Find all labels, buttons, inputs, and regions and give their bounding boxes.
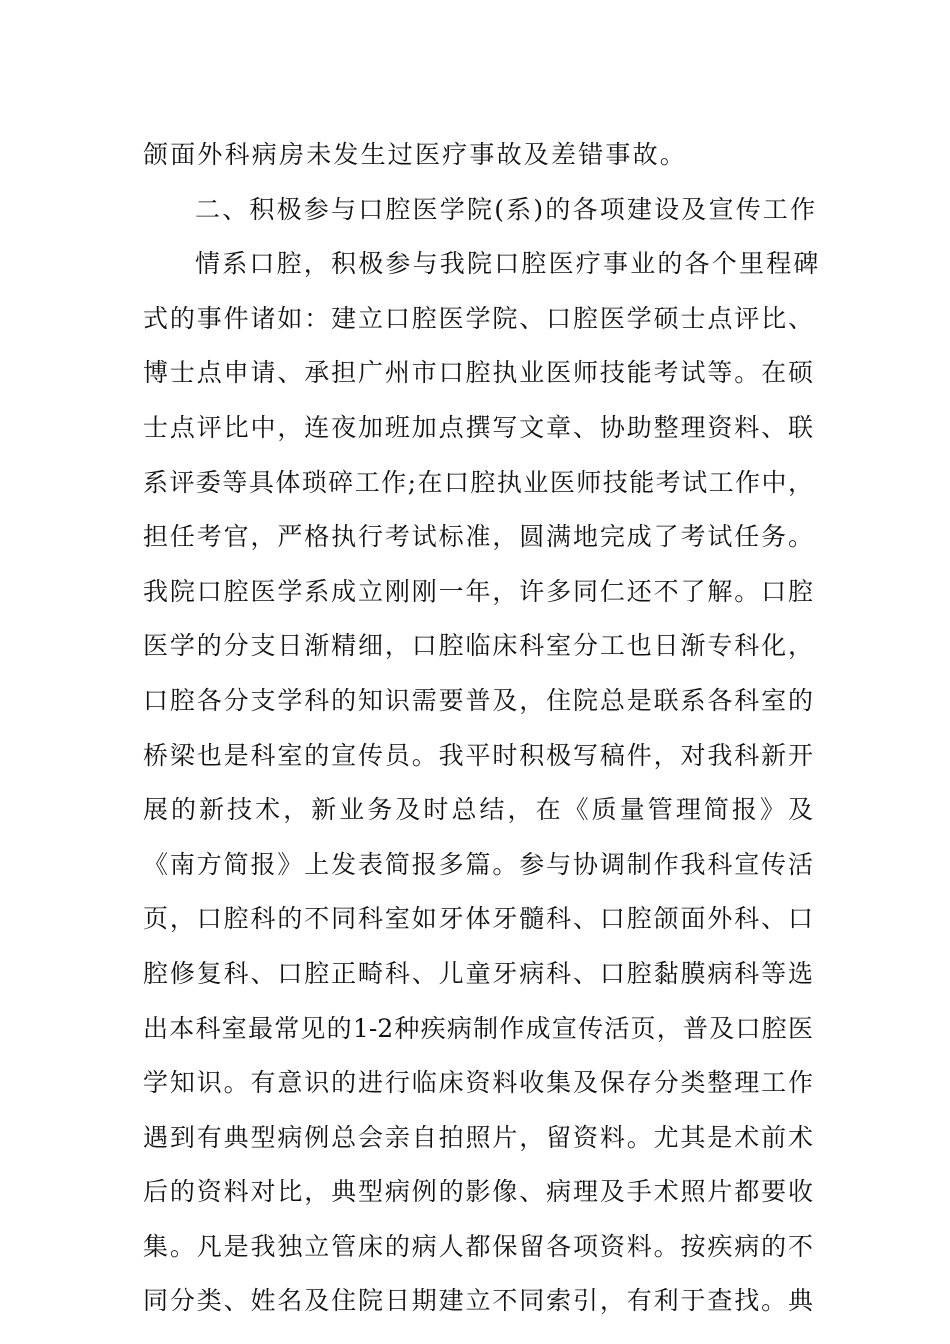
text-line: 集。凡是我独立管床的病人都保留各项资料。按疾病的不 xyxy=(143,1231,813,1261)
text-line: 情系口腔，积极参与我院口腔医疗事业的各个里程碑 xyxy=(195,249,821,279)
text-line: 学知识。有意识的进行临床资料收集及保存分类整理工作 xyxy=(143,1068,813,1098)
text-line: 担任考官，严格执行考试标准，圆满地完成了考试任务。 xyxy=(143,522,813,552)
text-line: 后的资料对比，典型病例的影像、病理及手术照片都要收 xyxy=(143,1177,813,1207)
text-line: 医学的分支日渐精细，口腔临床科室分工也日渐专科化， xyxy=(143,631,813,661)
section-heading: 二、积极参与口腔医学院(系)的各项建设及宣传工作 xyxy=(195,194,818,224)
text-line: 式的事件诸如：建立口腔医学院、口腔医学硕士点评比、 xyxy=(143,303,813,333)
text-line: 《南方简报》上发表简报多篇。参与协调制作我科宣传活 xyxy=(143,849,813,879)
text-line: 士点评比中，连夜加班加点撰写文章、协助整理资料、联 xyxy=(143,412,813,442)
text-line: 系评委等具体琐碎工作;在口腔执业医师技能考试工作中， xyxy=(143,467,813,497)
text-line: 口腔各分支学科的知识需要普及，住院总是联系各科室的 xyxy=(143,685,813,715)
text-line: 同分类、姓名及住院日期建立不同索引，有利于查找。典 xyxy=(143,1286,813,1316)
text-line: 桥梁也是科室的宣传员。我平时积极写稿件，对我科新开 xyxy=(143,740,813,770)
document-body xyxy=(143,128,821,1329)
text-line: 我院口腔医学系成立刚刚一年，许多同仁还不了解。口腔 xyxy=(143,576,813,606)
text-line: 颌面外科病房未发生过医疗事故及差错事故。 xyxy=(143,140,688,169)
text-line: 展的新技术，新业务及时总结，在《质量管理简报》及 xyxy=(143,795,813,825)
text-line: 页，口腔科的不同科室如牙体牙髓科、口腔颌面外科、口 xyxy=(143,904,813,934)
text-line: 出本科室最常见的1-2种疾病制作成宣传活页，普及口腔医 xyxy=(143,1013,813,1043)
text-line: 遇到有典型病例总会亲自拍照片，留资料。尤其是术前术 xyxy=(143,1122,813,1152)
text-line: 腔修复科、口腔正畸科、儿童牙病科、口腔黏膜病科等选 xyxy=(143,958,813,988)
text-line: 博士点申请、承担广州市口腔执业医师技能考试等。在硕 xyxy=(143,358,813,388)
